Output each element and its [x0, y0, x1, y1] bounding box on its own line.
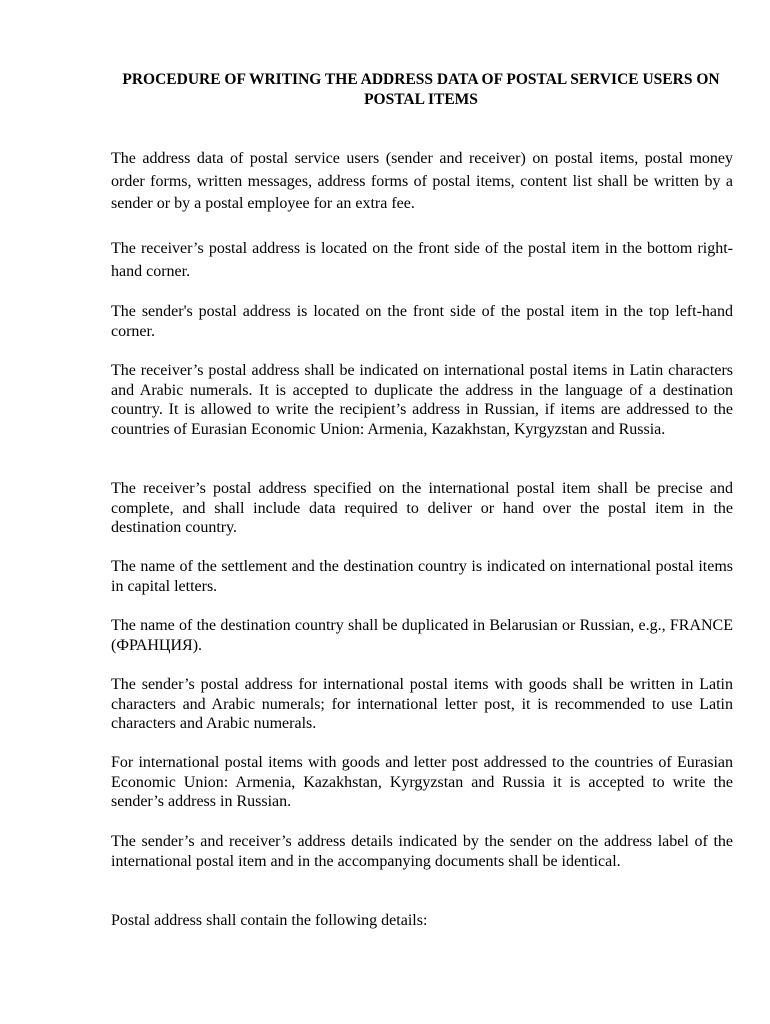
paragraph-sender-address-language: The sender’s postal address for international postal items with goods shall be written in Latin characters and Arabic numerals; for international letter post, it is recommended to use Latin characters and Arabic numerals. [111, 676, 733, 732]
paragraph-sender-address-location: The sender's postal address is located on the front side of the postal item in the top left-hand corner. [111, 303, 733, 340]
paragraph-receiver-address-language: The receiver’s postal address shall be indicated on international postal items in Latin characters and Arabic numerals. It is accepted to duplicate the address in the language of a destination country. It is allowed to write the recipient’s address in Russian, if items are addressed to the countries of Eurasian Economic Union: Armenia, Kazakhstan, Kyrgyzstan and Russia. [111, 362, 733, 438]
paragraph-country-duplication: The name of the destination country shall be duplicated in Belarusian or Russian, e.g., FRANCE (ФРАНЦИЯ). [111, 617, 733, 654]
paragraph-address-data-writing: The address data of postal service users (sender and receiver) on postal items, postal money order forms, written messages, address forms of postal items, content list shall be written by a sender or by a postal employee for an extra fee. [111, 150, 733, 212]
paragraph-identical-details: The sender’s and receiver’s address details indicated by the sender on the address label of the international postal item and in the accompanying documents shall be identical. [111, 833, 733, 870]
paragraph-receiver-address-precision: The receiver’s postal address specified on the international postal item shall be precise and complete, and shall include data required to deliver or hand over the postal item in the destination country. [111, 480, 733, 536]
document-title: PROCEDURE OF WRITING THE ADDRESS DATA OF POSTAL SERVICE USERS ON POSTAL ITEMS [122, 71, 720, 108]
paragraph-receiver-address-location: The receiver’s postal address is located on the front side of the postal item in the bottom right-hand corner. [111, 240, 733, 280]
paragraph-capital-letters: The name of the settlement and the destination country is indicated on international postal items in capital letters. [111, 558, 733, 595]
paragraph-eeu-sender-address: For international postal items with goods and letter post addressed to the countries of Eurasian Economic Union: Armenia, Kazakhstan, Kyrgyzstan and Russia it is accepted to write the sender’s address in Russian. [111, 754, 733, 810]
paragraph-address-details-intro: Postal address shall contain the following details: [111, 912, 428, 929]
